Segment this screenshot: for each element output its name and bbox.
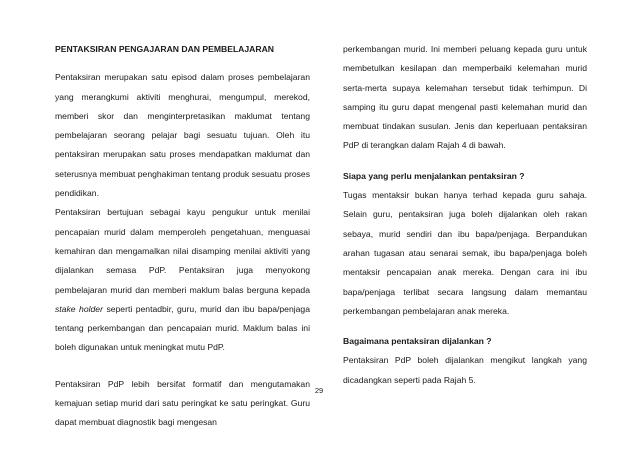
- italic-term: stake holder: [55, 303, 103, 314]
- paragraph-continued: perkembangan murid. Ini memberi peluang kepada guru untuk membetulkan kesilapan dan memperbaiki kelemahan murid serta-merta supaya kelemahan tersebut tidak terhimpun. Di samping itu guru dapat mengenal pasti kelemahan murid dan membuat tindakan susulan. Jenis dan keperluaan pentaksiran PdP di terangkan dalam Rajah 4 di bawah.: [343, 44, 587, 151]
- paragraph-pentaksiran-definition: Pentaksiran merupakan satu episod dalam proses pembelajaran yang merangkumi aktiviti menghurai, mengumpul, merekod, memberi skor dan menginterpretasikan maklumat tentang pembelajaran seorang pelajar bagi sesuatu tujuan. Oleh itu pentaksiran merupakan satu proses mendapatkan maklumat dan seterusnya membuat penghakiman tentang produk sesuatu proses pendidikan.: [55, 72, 310, 199]
- right-column: [343, 40, 587, 390]
- heading-bagaimana: Bagaimana pentaksiran dijalankan ?: [343, 336, 492, 347]
- paragraph-pentaksiran-purpose: [55, 203, 310, 357]
- paragraph-siapa: Tugas mentaksir bukan hanya terhad kepada guru sahaja. Selain guru, pentaksiran juga boleh dijalankan oleh rakan sebaya, murid sendiri dan ibu bapa/penjaga. Berpandukan arahan tugasan atau senarai semak, ibu bapa/penjaga boleh mentaksir pencapaian anak mereka. Dengan cara ini ibu bapa/penjaga terlibat secara langsung dalam memantau perkembangan pembelajaran anak mereka.: [343, 190, 587, 316]
- paragraph-text: Pentaksiran bertujuan sebagai kayu pengukur untuk menilai pencapaian murid dalam memperoleh pengetahuan, menguasai kemahiran dan mengamalkan nilai disamping menilai aktiviti yang dijalankan semasa PdP. Pentaksiran juga menyokong pembelajaran murid dan memberi maklum balas berguna kepada: [55, 207, 310, 295]
- page-number: 29: [314, 386, 324, 395]
- paragraph-text: seperti pentadbir, guru, murid dan ibu bapa/penjaga tentang perkembangan dan pencapaian murid. Maklum balas ini boleh digunakan untuk meningkat mutu PdP.: [55, 303, 310, 353]
- section-title: PENTAKSIRAN PENGAJARAN DAN PEMBELAJARAN: [55, 44, 274, 54]
- paragraph-formatif: Pentaksiran PdP lebih bersifat formatif dan mengutamakan kemajuan setiap murid dari satu peringkat ke satu peringkat. Guru dapat membuat diagnostik bagi mengesan: [55, 378, 310, 428]
- paragraph-bagaimana: Pentaksiran PdP boleh dijalankan mengikut langkah yang dicadangkan seperti pada Rajah 5.: [343, 355, 587, 385]
- left-column: [55, 40, 310, 433]
- heading-siapa: Siapa yang perlu menjalankan pentaksiran ?: [343, 170, 525, 181]
